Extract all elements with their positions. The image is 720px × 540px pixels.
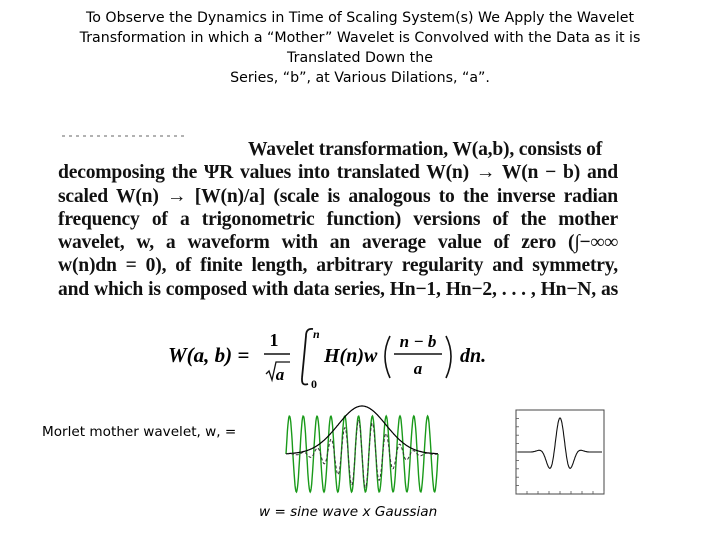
wavelet-formula — [168, 322, 508, 392]
formula-integrand: H(n)w — [324, 345, 378, 367]
formula-num: 1 — [269, 330, 279, 350]
formula-frac-num: n − b — [399, 332, 437, 351]
morlet-label: Morlet mother wavelet, w, = — [42, 424, 237, 440]
scan-line-4: frequency of a trigonometric function) versions of the mother — [58, 208, 618, 230]
integral-lower: 0 — [311, 377, 317, 391]
title-line-1: To Observe the Dynamics in Time of Scaling System(s) We Apply the Wavelet — [85, 10, 635, 26]
title-line-4: Series, “b”, at Various Dilations, “a”. — [230, 70, 490, 86]
scan-line-7: and which is composed with data series, Hn−1, Hn−2, . . . , Hn−N, as — [58, 278, 618, 300]
wave-caption: w = sine wave x Gaussian — [259, 504, 438, 520]
formula-den: a — [275, 365, 285, 384]
title-line-3: Translated Down the — [287, 50, 433, 66]
morlet-illustration — [282, 398, 442, 498]
formula-lhs: W(a, b) = — [168, 343, 250, 367]
morlet-wavelet-curve — [518, 418, 602, 468]
right-paren — [446, 336, 451, 378]
scan-line-6: w(n)dn = 0), of finite length, arbitrary regularity and symmetry, — [58, 255, 618, 277]
morlet-plot — [508, 408, 608, 500]
scan-line-5: wavelet, w, a waveform with an average value of zero (∫−∞∞ — [58, 232, 618, 254]
sine-wave — [286, 416, 438, 492]
scan-line-3: scaled W(n) → [W(n)/a] (scale is analogous to the inverse radian — [58, 185, 618, 207]
scanned-paragraph — [58, 138, 618, 301]
formula-tail: dn. — [460, 345, 487, 367]
slide-title — [40, 8, 680, 88]
formula-frac-den: a — [413, 359, 423, 378]
left-paren — [385, 336, 390, 378]
integral-upper: n — [313, 327, 320, 341]
scan-line-2: decomposing the ΨR values into translated W(n) → W(n − b) and — [58, 162, 618, 184]
scan-line-1: Wavelet transformation, W(a,b), consists of — [248, 139, 603, 160]
title-line-2: Transformation in which a “Mother” Wavelet is Convolved with the Data as it is — [79, 30, 641, 46]
